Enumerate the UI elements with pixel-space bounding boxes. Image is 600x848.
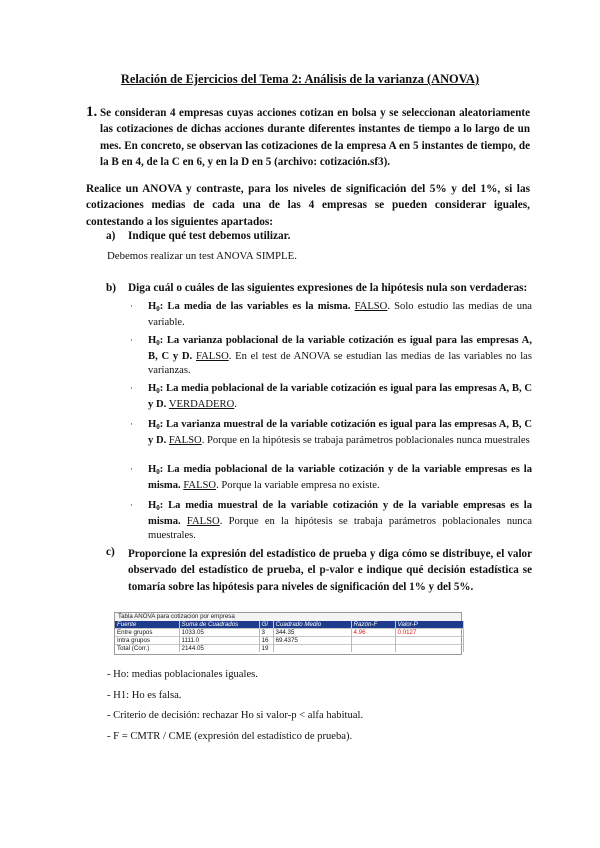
hypothesis-verdict: FALSO — [354, 301, 388, 312]
part-c-label: c) — [106, 546, 115, 558]
anova-cell: 3 — [259, 629, 273, 637]
hypothesis-symbol: $H_0$ — [148, 500, 160, 512]
hypothesis-comment: . En el test de ANOVA se estudian las medias de las variables no las varianzas. — [148, 351, 532, 377]
hypothesis-statement: : La media de las variables es la misma. — [159, 301, 355, 312]
hypothesis-verdict: FALSO — [183, 480, 217, 492]
anova-header-cell: Gl — [259, 621, 273, 629]
hypothesis-statement: : La varianza poblacional de la variable cotización es igual para las empresas A, B, C y D. — [148, 335, 532, 363]
anova-table-caption: Tabla ANOVA para cotizacion por empresa — [115, 613, 461, 621]
part-a-question: Indique qué test debemos utilizar. — [128, 230, 291, 242]
bullet-icon: · — [130, 383, 133, 393]
bullet-icon: · — [130, 335, 133, 345]
anova-cell — [351, 645, 395, 653]
bullet-icon: · — [130, 464, 133, 474]
part-a-answer: Debemos realizar un test ANOVA SIMPLE. — [107, 250, 297, 262]
hypothesis-comment: . Porque en la hipótesis se trabaja parámetros poblacionales nunca muestrales. — [148, 516, 532, 542]
hypothesis-verdict: FALSO — [195, 351, 229, 363]
hypothesis-statement: : La media muestral de la variable cotización y de la variable empresas es la misma. — [148, 500, 532, 528]
anova-cell — [395, 637, 463, 645]
hypothesis-symbol: $H_0$ — [148, 383, 160, 395]
hypothesis-symbol: $H_0$ — [148, 301, 160, 313]
page-title: Relación de Ejercicios del Tema 2: Análisis de la varianza (ANOVA) — [120, 72, 480, 86]
anova-row — [115, 629, 463, 637]
hypothesis-comment: . Solo estudio las medias de una variable. — [148, 301, 533, 329]
anova-header-cell: Valor-P — [395, 621, 463, 629]
anova-header-cell: Cuadrado Medio — [273, 621, 351, 629]
anova-header-cell: Suma de Cuadrados — [179, 621, 259, 629]
anova-cell: Entre grupos — [115, 629, 179, 637]
footnote-line: - F = CMTR / CME (expresión del estadístico de prueba). — [107, 731, 353, 742]
footnote-line: - Ho: medias poblacionales iguales. — [107, 669, 258, 680]
hypothesis-verdict: FALSO — [168, 435, 202, 447]
footnote-line: - Criterio de decisión: rechazar Ho si valor-p < alfa habitual. — [107, 710, 364, 721]
hypothesis-item — [148, 300, 532, 330]
hypothesis-item — [148, 463, 532, 493]
hypothesis-comment: . — [234, 399, 237, 411]
anova-cell: Total (Corr.) — [115, 645, 179, 653]
problem-statement: Se consideran 4 empresas cuyas acciones cotizan en bolsa y se seleccionan aleatoriamente las cotizaciones de dichas acciones durante diferentes instantes de tiempo a lo largo de un mes. En concreto, se observan las cotizaciones de la empresa A en 5 instantes de tiempo, de la B en 4, de la C en 6, y en la D en 5 (archivo: cotización.sf3). — [100, 107, 530, 168]
hypothesis-item — [148, 499, 532, 544]
hypothesis-item — [148, 382, 532, 412]
anova-cell — [351, 637, 395, 645]
anova-cell: 16 — [259, 637, 273, 645]
part-b-question: Diga cuál o cuáles de las siguientes expresiones de la hipótesis nula son verdaderas: — [128, 282, 528, 294]
anova-header-row — [115, 621, 463, 629]
bullet-icon: · — [130, 301, 133, 311]
problem-intro: Realice un ANOVA y contraste, para los niveles de significación del 5% y del 1%, si las cotizaciones medias de cada una de las 4 empresas se pueden considerar iguales, contestando a los siguientes apartados: — [86, 183, 530, 228]
anova-cell: 4.96 — [351, 629, 395, 637]
anova-cell — [395, 645, 463, 653]
hypothesis-comment: . Porque en la hipótesis se trabaja parámetros poblacionales nunca muestrales — [201, 435, 530, 447]
anova-table — [114, 612, 462, 655]
hypothesis-symbol: $H_0$ — [148, 419, 160, 431]
part-b-label: b) — [106, 282, 117, 294]
hypothesis-item — [148, 418, 532, 448]
anova-cell — [273, 645, 351, 653]
anova-cell: 0.0127 — [395, 629, 463, 637]
hypothesis-verdict: VERDADERO — [168, 399, 235, 411]
footnote-line: - H1: Ho es falsa. — [107, 690, 182, 701]
anova-header-cell: Fuente — [115, 621, 179, 629]
hypothesis-statement: : La media poblacional de la variable cotización y de la variable empresas es la misma. — [148, 464, 532, 492]
anova-cell: 69.4375 — [273, 637, 351, 645]
anova-row — [115, 645, 463, 653]
hypothesis-verdict: FALSO — [186, 516, 220, 528]
anova-cell: 1111.0 — [179, 637, 259, 645]
hypothesis-item — [148, 334, 532, 379]
problem-number: 1. — [86, 104, 98, 120]
anova-cell: 344.35 — [273, 629, 351, 637]
part-a-label: a) — [106, 230, 116, 242]
hypothesis-statement: : La media poblacional de la variable cotización es igual para las empresas A, B, C y D. — [148, 383, 532, 411]
part-c-question: Proporcione la expresión del estadístico de prueba y diga cómo se distribuye, el valor observado del estadístico de prueba, el p-valor e indique qué decisión estadística se tomaría sobre las hipótesis para niveles de significación del 1% y del 5%. — [128, 548, 532, 593]
anova-cell: 19 — [259, 645, 273, 653]
anova-cell: 1033.05 — [179, 629, 259, 637]
anova-row — [115, 637, 463, 645]
hypothesis-comment: . Porque la variable empresa no existe. — [216, 480, 380, 492]
anova-cell: Intra grupos — [115, 637, 179, 645]
hypothesis-statement: : La varianza muestral de la variable cotización es igual para las empresas A, B, C y D. — [148, 419, 532, 447]
anova-cell: 2144.05 — [179, 645, 259, 653]
bullet-icon: · — [130, 500, 133, 510]
anova-header-cell: Razón-F — [351, 621, 395, 629]
hypothesis-symbol: $H_0$ — [148, 335, 160, 347]
bullet-icon: · — [130, 419, 133, 429]
hypothesis-symbol: $H_0$ — [148, 464, 160, 476]
